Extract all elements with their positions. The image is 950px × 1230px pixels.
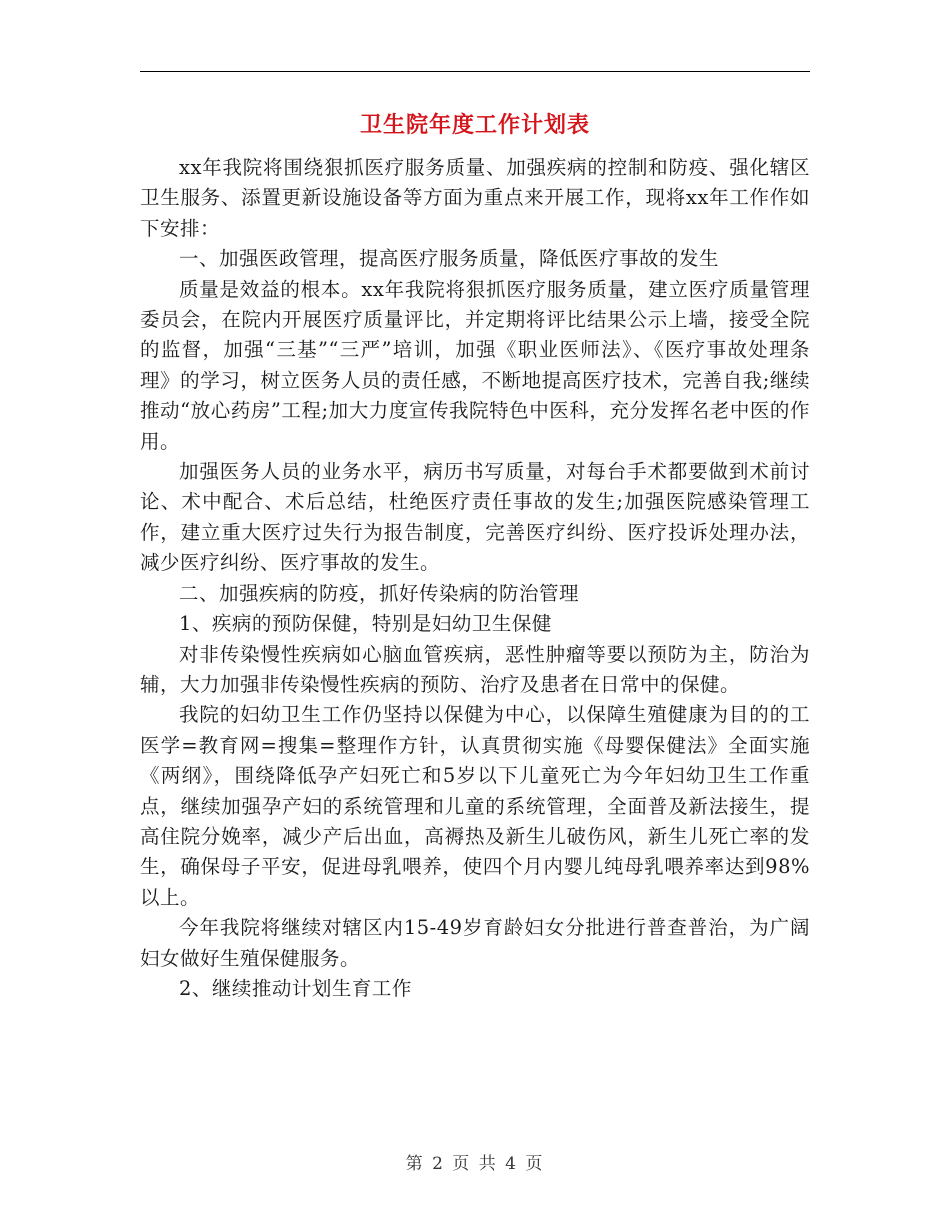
paragraph-intro: xx年我院将围绕狠抓医疗服务质量、加强疾病的控制和防疫、强化辖区卫生服务、添置更新设施设备等方面为重点来开展工作，现将xx年工作作如下安排： <box>140 156 810 240</box>
paragraph-staff: 加强医务人员的业务水平，病历书写质量，对每台手术都要做到术前讨论、术中配合、术后总结，杜绝医疗责任事故的发生;加强医院感染管理工作，建立重大医疗过失行为报告制度，完善医疗纠纷、医疗投诉处理办法，减少医疗纠纷、医疗事故的发生。 <box>140 460 810 575</box>
subheading-family-planning: 2、继续推动计划生育工作 <box>179 976 412 1000</box>
paragraph-screening: 今年我院将继续对辖区内15-49岁育龄妇女分批进行普查普治，为广阔妇女做好生殖保健服务。 <box>140 916 810 970</box>
paragraph-chronic: 对非传染慢性疾病如心脑血管疾病，恶性肿瘤等要以预防为主，防治为辅，大力加强非传染慢性疾病的预防、治疗及患者在日常中的保健。 <box>140 642 810 696</box>
page-number-footer: 第 2 页 共 4 页 <box>405 1154 545 1174</box>
paragraph-maternal: 我院的妇幼卫生工作仍坚持以保健为中心，以保障生殖健康为目的的工医学=教育网=搜集=整理作方针，认真贯彻实施《母婴保健法》全面实施《两纲》，围绕降低孕产妇死亡和5岁以下儿童死亡为今年妇幼卫生工作重点，继续加强孕产妇的系统管理和儿童的系统管理，全面普及新法接生，提高住院分娩率，减少产后出血，高褥热及新生儿破伤风，新生儿死亡率的发生，确保母子平安，促进母乳喂养，使四个月内婴儿纯母乳喂养率达到98%以上。 <box>140 703 810 909</box>
heading-section-1: 一、加强医政管理，提高医疗服务质量，降低医疗事故的发生 <box>179 247 720 271</box>
document-title: 卫生院年度工作计划表 <box>359 112 590 138</box>
document-body <box>140 153 810 1004</box>
heading-section-2: 二、加强疾病的防疫，抓好传染病的防治管理 <box>179 581 580 605</box>
header-rule <box>140 71 810 72</box>
paragraph-quality: 质量是效益的根本。xx年我院将狠抓医疗服务质量，建立医疗质量管理委员会，在院内开展医疗质量评比，并定期将评比结果公示上墙，接受全院的监督，加强“三基”“三严”培训，加强《职业医师法》、《医疗事故处理条理》的学习，树立医务人员的责任感，不断地提高医疗技术，完善自我;继续推动“放心药房”工程;加大力度宣传我院特色中医科，充分发挥名老中医的作用。 <box>140 277 810 453</box>
subheading-prevention: 1、疾病的预防保健，特别是妇幼卫生保健 <box>179 612 552 636</box>
